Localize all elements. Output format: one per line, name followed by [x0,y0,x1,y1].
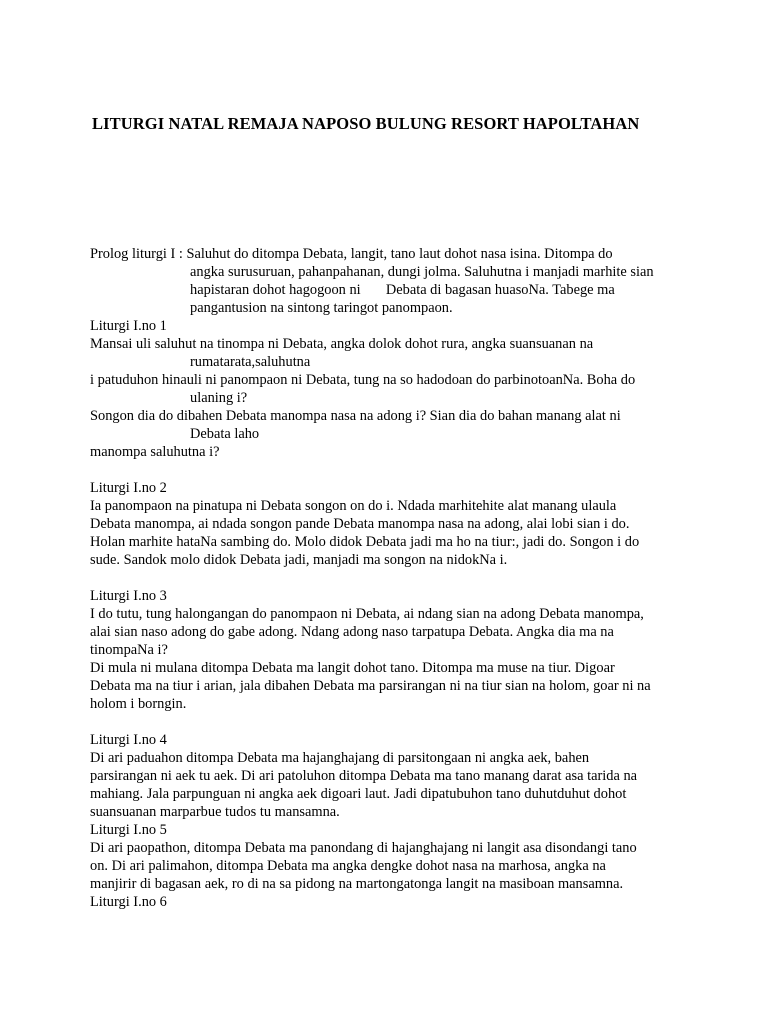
text-line: on. Di ari palimahon, ditompa Debata ma angka dengke dohot nasa na marhosa, angka na [90,858,606,874]
text-line: Liturgi I.no 4 [90,732,167,748]
text-line: Debata manompa, ai ndada songon pande Debata manompa nasa na adong, alai lobi sian i do. [90,516,630,532]
text-line: tinompaNa i? [90,642,168,658]
text-line: hapistaran dohot hagogoon ni Debata di bagasan huasoNa. Tabege ma [190,282,615,298]
text-line: Mansai uli saluhut na tinompa ni Debata, angka dolok dohot rura, angka suansuanan na [90,336,594,352]
text-line: sude. Sandok molo didok Debata jadi, manjadi ma songon na nidokNa i. [90,552,508,568]
blank-line [90,461,710,479]
text-line: Liturgi I.no 1 [90,318,167,334]
text-line: Holan marhite hataNa sambing do. Molo didok Debata jadi ma ho na tiur:, jadi do. Songon i do [90,534,640,550]
blank-line [90,713,710,731]
text-line: Liturgi I.no 3 [90,588,167,604]
text-line: Debata laho [190,426,260,442]
text-line: ulaning i? [190,390,248,406]
blank-line [90,569,710,587]
text-line: Ia panompaon na pinatupa ni Debata songon on do i. Ndada marhitehite alat manang ulaula [90,498,617,514]
text-line: parsirangan ni aek tu aek. Di ari patoluhon ditompa Debata ma tano manang darat asa tarida na [90,768,638,784]
text-line: Di mula ni mulana ditompa Debata ma langit dohot tano. Ditompa ma muse na tiur. Digoar [90,660,615,676]
text-line: Di ari paopathon, ditompa Debata ma panondang di hajanghajang ni langit asa disondangi tano [90,840,637,856]
text-line: holom i borngin. [90,696,187,712]
text-line: Liturgi I.no 2 [90,480,167,496]
text-line: suansuanan marparbue tudos tu mansamna. [90,804,340,820]
text-line: Liturgi I.no 5 [90,822,167,838]
text-line: pangantusion na sintong taringot panompaon. [190,300,453,316]
text-line: Liturgi I.no 6 [90,894,167,910]
text-line: Prolog liturgi I : Saluhut do ditompa Debata, langit, tano laut dohot nasa isina. Ditompa do [90,246,613,262]
text-line: Debata ma na tiur i arian, jala dibahen Debata ma parsirangan ni na tiur sian na holom, goar ni na [90,678,651,694]
document-title: LITURGI NATAL REMAJA NAPOSO BULUNG RESORT HAPOLTAHAN [92,114,640,133]
text-line: i patuduhon hinauli ni panompaon ni Debata, tung na so hadodoan do parbinotoanNa. Boha do [90,372,636,388]
document-body [90,245,710,911]
text-line: alai sian naso adong do gabe adong. Ndang adong naso tarpatupa Debata. Angka dia ma na [90,624,614,640]
text-line: I do tutu, tung halongangan do panompaon ni Debata, ai ndang sian na adong Debata manompa, [90,606,644,622]
text-line: rumatarata,saluhutna [190,354,311,370]
text-line: mahiang. Jala parpunguan ni angka aek digoari laut. Jadi dipatubuhon tano duhutduhut dohot [90,786,627,802]
text-line: Songon dia do dibahen Debata manompa nasa na adong i? Sian dia do bahan manang alat ni [90,408,621,424]
text-line: Di ari paduahon ditompa Debata ma hajanghajang di parsitongaan ni angka aek, bahen [90,750,590,766]
text-line: manompa saluhutna i? [90,444,220,460]
text-line: manjirir di bagasan aek, ro di na sa pidong na martongatonga langit na masiboan mansamna. [90,876,624,892]
text-line: angka surusuruan, pahanpahanan, dungi jolma. Saluhutna i manjadi marhite sian [190,264,654,280]
